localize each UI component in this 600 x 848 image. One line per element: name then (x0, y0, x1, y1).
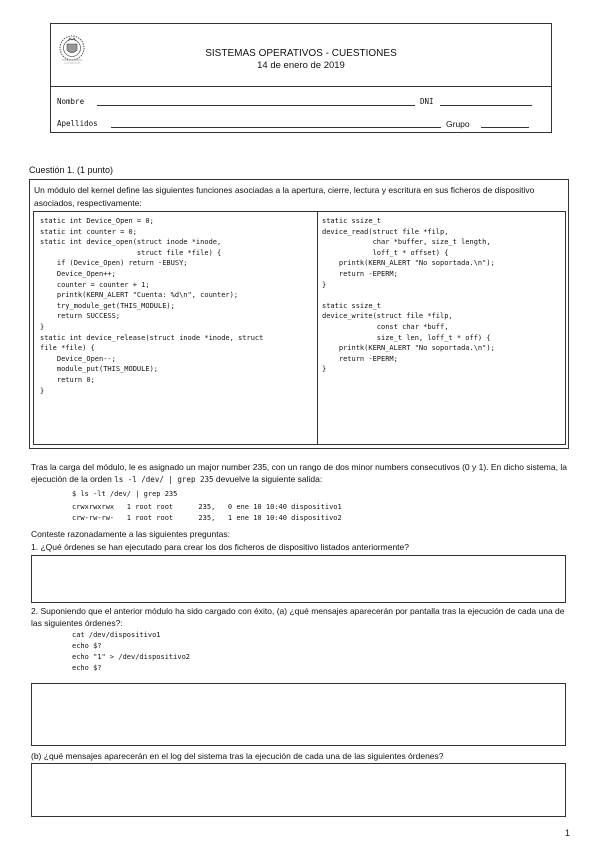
subquestion-2-commands: cat /dev/dispositivo1 echo $? echo "1" > /dev/dispositivo2 echo $? (72, 631, 191, 672)
question-1-box (29, 179, 569, 449)
surname-field[interactable] (111, 118, 441, 128)
context-text-part1: Tras la carga del módulo, le es asignado un major number 235, con un rango de dos minor numbers consecutivos (0 y 1). En dicho sistema, la ejecución de la orden (31, 462, 567, 484)
answer-box-2b[interactable] (31, 763, 566, 817)
context-text-part2: devuelve la siguiente salida: (215, 474, 323, 484)
ls-output: crwxrwxrwx 1 root root 235, 0 ene 10 10:40 dispositivo1 crw-rw-rw- 1 root root 235, 1 ene 10 10:40 dispositivo2 (72, 503, 342, 522)
instructions-text: Conteste razonadamente a las siguientes preguntas: (31, 529, 230, 539)
surname-group-row (57, 118, 545, 130)
page-number: 1 (564, 828, 570, 838)
surname-label: Apellidos (57, 119, 98, 128)
name-label: Nombre (57, 97, 85, 106)
group-label: Grupo (446, 119, 470, 129)
code-listing (33, 211, 566, 445)
answer-box-2a[interactable] (31, 683, 566, 746)
course-title: SISTEMAS OPERATIVOS - CUESTIONES (205, 48, 397, 59)
header-title-area (51, 24, 551, 87)
group-field[interactable] (481, 118, 529, 128)
dni-field[interactable] (440, 96, 532, 106)
dni-label: DNI (420, 97, 434, 106)
question-1-context (31, 461, 569, 486)
name-dni-row (57, 96, 545, 108)
exam-date: 14 de enero de 2019 (257, 60, 345, 71)
subquestion-2b: (b) ¿qué mensajes aparecerán en el log del sistema tras la ejecución de cada una de las siguientes órdenes? (31, 751, 444, 761)
code-read-write: static ssize_t device_read(struct file *filp, char *buffer, size_t length, loff_t * offset) { printk(KERN_ALERT "No soportada.\n"); return -EPERM; } static ssize_t device_write(struct file *filp, const char *buff, size_t len, loff_t * off) { printk(KERN_ALERT "No soportada.\n"); return -EPERM; } (322, 217, 495, 374)
question-1-intro: Un módulo del kernel define las siguientes funciones asociadas a la apertura, cierre, lectura y escritura en sus ficheros de dispositivo asociados, respectivamente: (34, 185, 535, 208)
context-command: ls -l /dev/ | grep 235 (114, 475, 214, 484)
code-divider (317, 212, 318, 444)
exam-header (50, 23, 552, 133)
code-open-release: static int Device_Open = 0; static int counter = 0; static int device_open(struct inode *inode, struct file *file) { if (Device_Open) return -EBUSY; Device_Open++; counter = counter + 1; printk(KERN_ALERT "Cuenta: %d\n", counter); try_module_get(THIS_MODULE); return SUCCESS; } static int device_release(struct inode *inode, struct file *file) { Device_Open--; module_put(THIS_MODULE); return 0; } (40, 217, 264, 395)
ls-command: $ ls -lt /dev/ | grep 235 (72, 490, 178, 498)
subquestion-2a: 2. Suponiendo que el anterior módulo ha sido cargado con éxito, (a) ¿qué mensajes aparecerán por pantalla tras la ejecución de cada una de las siguientes órdenes?: (31, 606, 565, 628)
subquestion-1: 1. ¿Qué órdenes se han ejecutado para crear los dos ficheros de dispositivo listados anteriormente? (31, 542, 409, 552)
question-1-heading: Cuestión 1. (1 punto) (29, 165, 114, 175)
name-field[interactable] (97, 96, 415, 106)
answer-box-1[interactable] (31, 555, 566, 603)
